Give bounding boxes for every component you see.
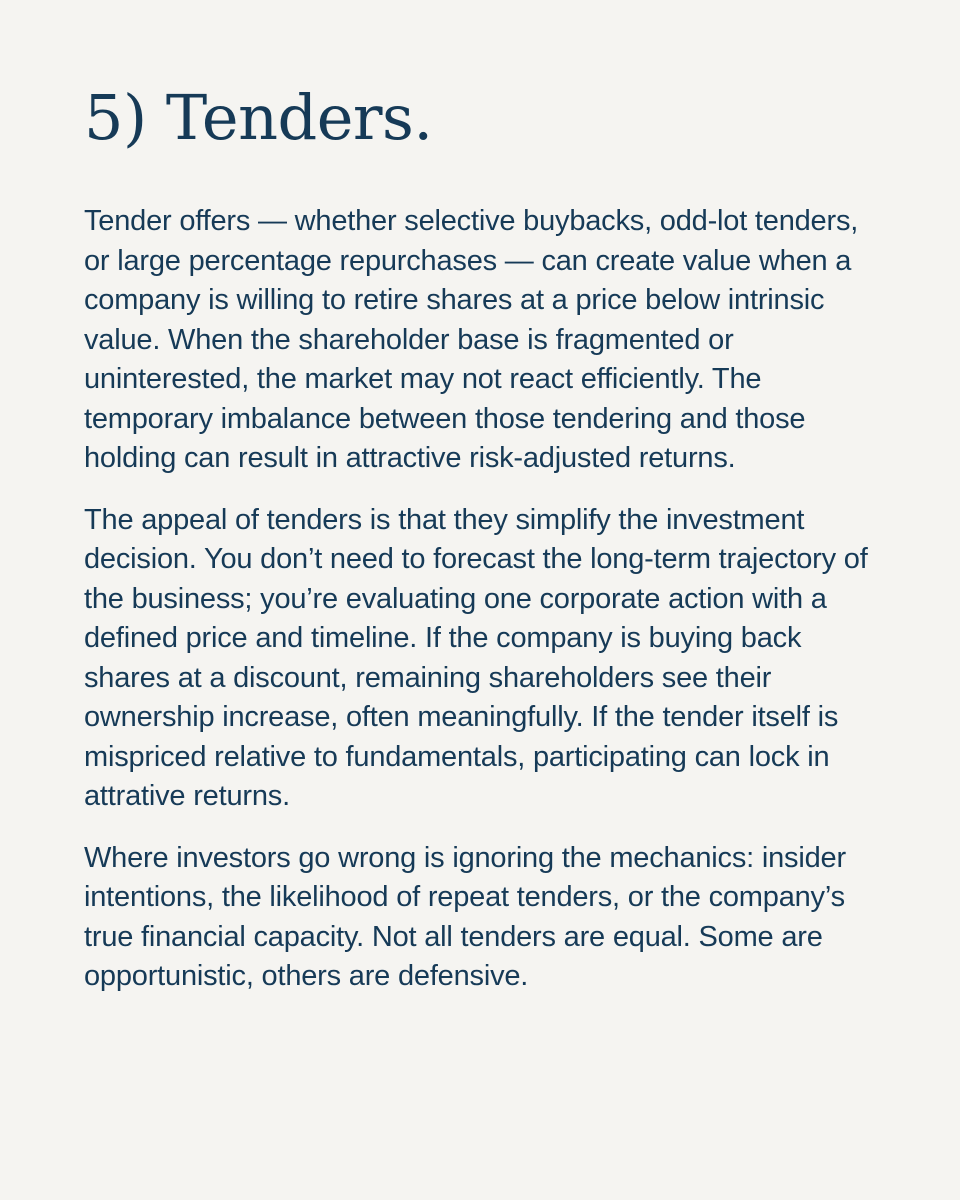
document-page bbox=[84, 78, 884, 1019]
section-heading: 5) Tenders. bbox=[84, 81, 433, 154]
paragraph-1: Tender offers — whether selective buybacks, odd-lot tenders, or large percentage repurchases — can create value when a company is willing to retire shares at a price below intrinsic value. When the shareholder base is fragmented or uninterested, the market may not react efficiently. The temporary imbalance between those tendering and those holding can result in attractive risk-adjusted returns. bbox=[84, 205, 859, 474]
body-text bbox=[84, 202, 884, 997]
paragraph-3: Where investors go wrong is ignoring the mechanics: insider intentions, the likelihood of repeat tenders, or the company’s true financial capacity. Not all tenders are equal. Some are opportunistic, others are defensive. bbox=[84, 841, 846, 992]
paragraph-2: The appeal of tenders is that they simplify the investment decision. You don’t need to forecast the long-term trajectory of the business; you’re evaluating one corporate action with a defined price and timeline. If the company is buying back shares at a discount, remaining shareholders see their ownership increase, often meaningfully. If the tender itself is mispriced relative to fundamentals, participating can lock in attrative returns. bbox=[84, 503, 868, 812]
